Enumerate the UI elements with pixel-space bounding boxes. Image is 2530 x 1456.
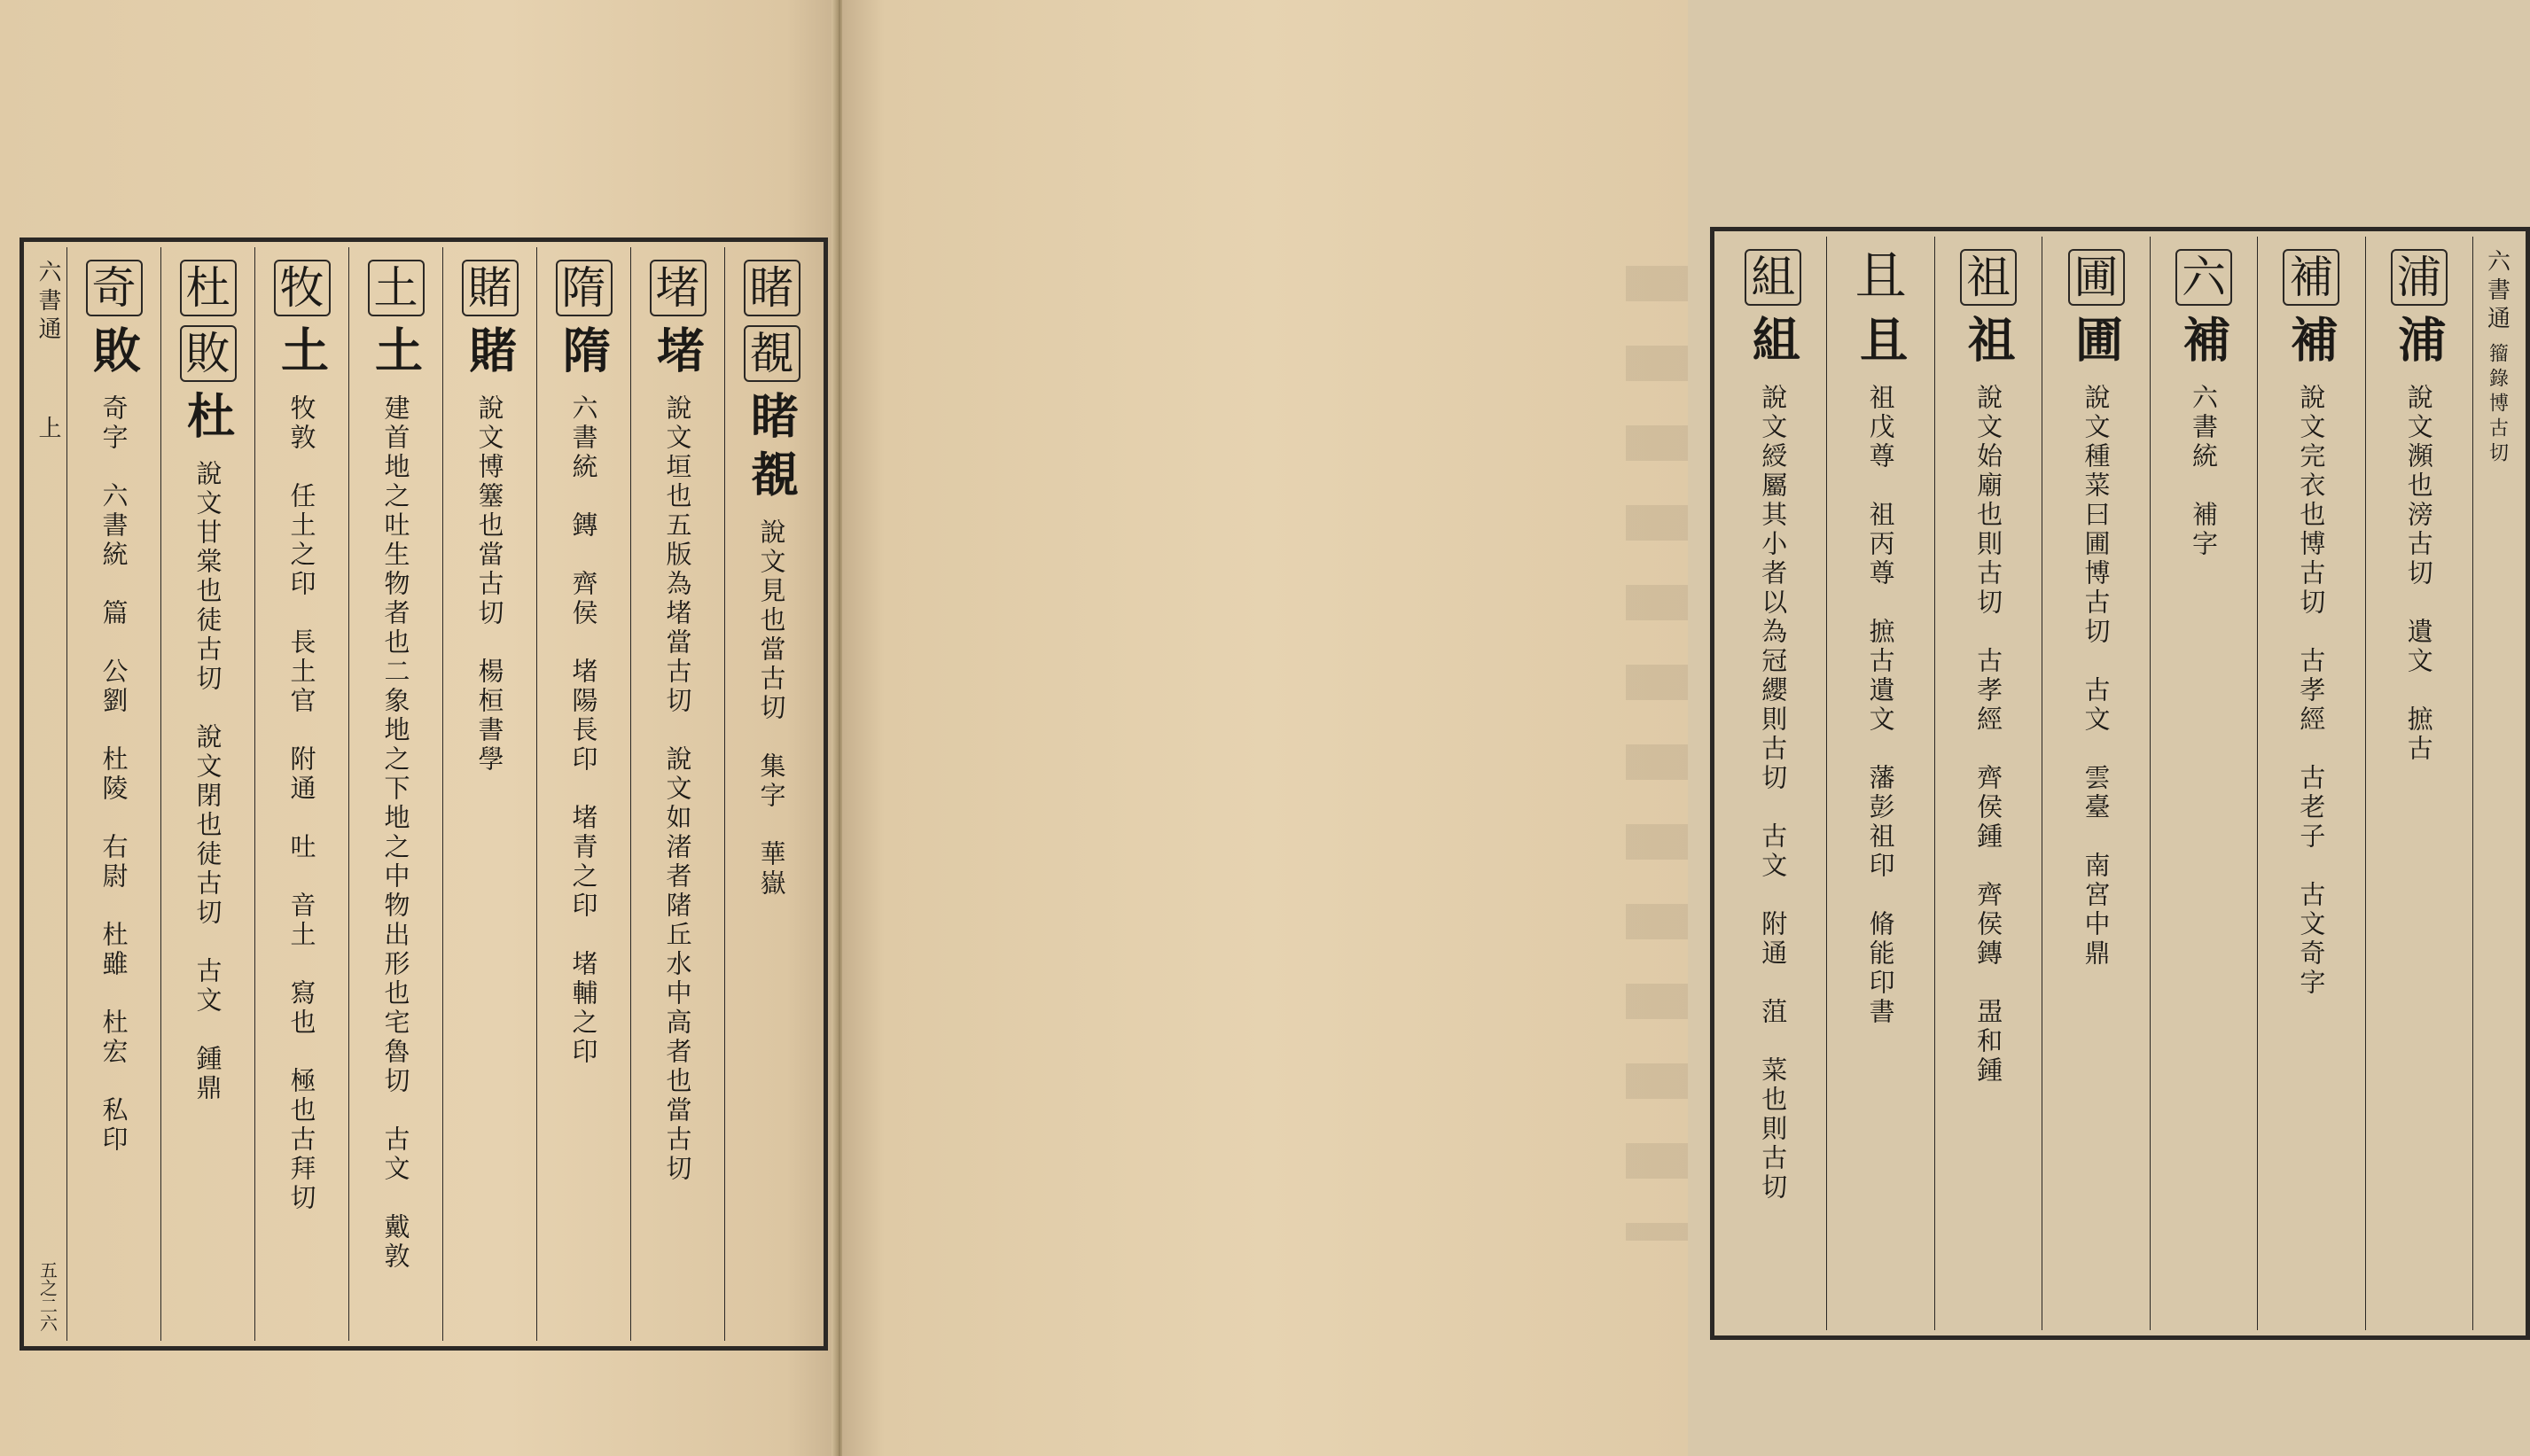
entry-annotation: 奇字 六書統 篇 公劉 杜陵 右尉 杜雖 杜宏 私印 <box>98 394 129 1155</box>
entry-head-character: 杜 <box>180 260 237 316</box>
entry-head-character: 補 <box>2283 249 2339 306</box>
entry-column-4 <box>442 247 536 1341</box>
seal-script-forms: 組 <box>1745 315 1802 373</box>
entry-head-character: 祖 <box>1960 249 2017 306</box>
entry-head-character: 組 <box>1745 249 1801 306</box>
entry-head-character: 賭 <box>462 260 519 316</box>
seal-script-forms: 補 <box>2283 315 2340 373</box>
entry-annotation: 祖戊尊 祖丙尊 摭古遺文 藩彭祖印 脩能印書 <box>1865 384 1896 1027</box>
entry-annotation: 說文垣也五版為堵當古切 說文如渚者陼丘水中高者也當古切 <box>662 394 693 1184</box>
entry-annotation: 建首地之吐生物者也二象地之下地之中物出形也宅魯切 古文 戴敦 <box>380 394 411 1272</box>
left-margin-title: 六書通 <box>35 260 61 345</box>
entry-column-1 <box>724 247 818 1341</box>
entry-annotation: 說文完衣也博古切 古孝經 古老子 古文奇字 <box>2296 384 2327 998</box>
seal-script-forms: 祖 <box>1960 315 2018 373</box>
bleed-through-shadow <box>1626 266 1688 1241</box>
entry-annotation: 牧敦 任土之印 長土官 附通 吐 音土 寫也 極也古拜切 <box>286 394 317 1213</box>
entry-annotation: 說文始廟也則古切 古孝經 齊侯鍾 齊侯鏄 盄和鍾 <box>1973 384 2004 1086</box>
seal-script-forms: 且 <box>1852 315 1909 373</box>
entry-annotation: 說文瀕也滂古切 遺文 摭古 <box>2403 384 2434 764</box>
entry-head-character: 隋 <box>556 260 613 316</box>
seal-script-forms: 睹覩 <box>743 391 800 508</box>
left-folio-number: 五之二六 <box>36 1261 59 1332</box>
seal-script-forms: 杜 <box>179 391 237 449</box>
entry-annotation: 說文種菜曰圃博古切 古文 雲臺 南宮中鼎 <box>2081 384 2112 969</box>
entry-column-5 <box>1934 237 2042 1330</box>
entry-head-character: 土 <box>368 260 425 316</box>
entry-head-variant: 敗 <box>180 325 237 382</box>
entry-head-character: 浦 <box>2391 249 2448 306</box>
entry-column-7 <box>160 247 254 1341</box>
seal-script-forms: 圃 <box>2067 315 2125 373</box>
entry-column-8 <box>66 247 160 1341</box>
entry-column-2 <box>630 247 724 1341</box>
seal-script-forms: 堵 <box>649 325 707 384</box>
entry-column-5 <box>348 247 442 1341</box>
seal-script-forms: 敗 <box>85 325 143 384</box>
entry-column-3 <box>2150 237 2257 1330</box>
right-page-frame <box>1710 227 2530 1340</box>
entry-head-character: 奇 <box>86 260 143 316</box>
right-margin-column <box>2472 237 2520 1330</box>
entry-annotation: 六書統 補字 <box>2188 384 2219 559</box>
right-margin-title: 六書通 <box>2483 249 2510 334</box>
entry-head-character: 圃 <box>2068 249 2125 306</box>
entry-column-4 <box>2042 237 2149 1330</box>
left-page-frame <box>20 237 828 1351</box>
left-margin-volume: 上 <box>35 416 61 444</box>
entry-annotation: 說文甘棠也徒古切 說文閉也徒古切 古文 鍾鼎 <box>192 460 223 1103</box>
entry-column-6 <box>1826 237 1933 1330</box>
seal-script-forms: 土 <box>367 325 425 384</box>
entry-column-1 <box>2365 237 2472 1330</box>
seal-script-forms: 賭 <box>461 325 519 384</box>
entry-head-variant: 覩 <box>744 325 800 382</box>
entry-annotation: 說文綬屬其小者以為冠纓則古切 古文 附通 菹 菜也則古切 <box>1758 384 1789 1203</box>
left-page <box>0 0 837 1456</box>
entry-head-character: 牧 <box>274 260 331 316</box>
seal-script-forms: 浦 <box>2390 315 2448 373</box>
entry-annotation: 六書統 鏄 齊侯 堵陽長印 堵青之印 堵輔之印 <box>568 394 599 1067</box>
entry-head-character: 堵 <box>650 260 707 316</box>
entry-column-3 <box>536 247 630 1341</box>
entry-head-character: 睹 <box>744 260 800 316</box>
entry-annotation: 說文博簺也當古切 楊桓書學 <box>474 394 505 775</box>
entry-annotation: 說文見也當古切 集字 華嶽 <box>756 518 787 899</box>
entry-head-character: 且 <box>1855 245 1907 306</box>
right-margin-note: 籀錄博古切 <box>2486 343 2509 467</box>
seal-script-forms: 土 <box>273 325 331 384</box>
entry-column-6 <box>254 247 348 1341</box>
seal-script-forms: 補 <box>2175 315 2232 373</box>
left-margin-column <box>29 247 66 1341</box>
seal-script-forms: 隋 <box>555 325 613 384</box>
entry-column-2 <box>2257 237 2364 1330</box>
entry-column-7 <box>1720 237 1826 1330</box>
entry-head-character: 六 <box>2175 249 2232 306</box>
right-page <box>842 0 2510 1456</box>
